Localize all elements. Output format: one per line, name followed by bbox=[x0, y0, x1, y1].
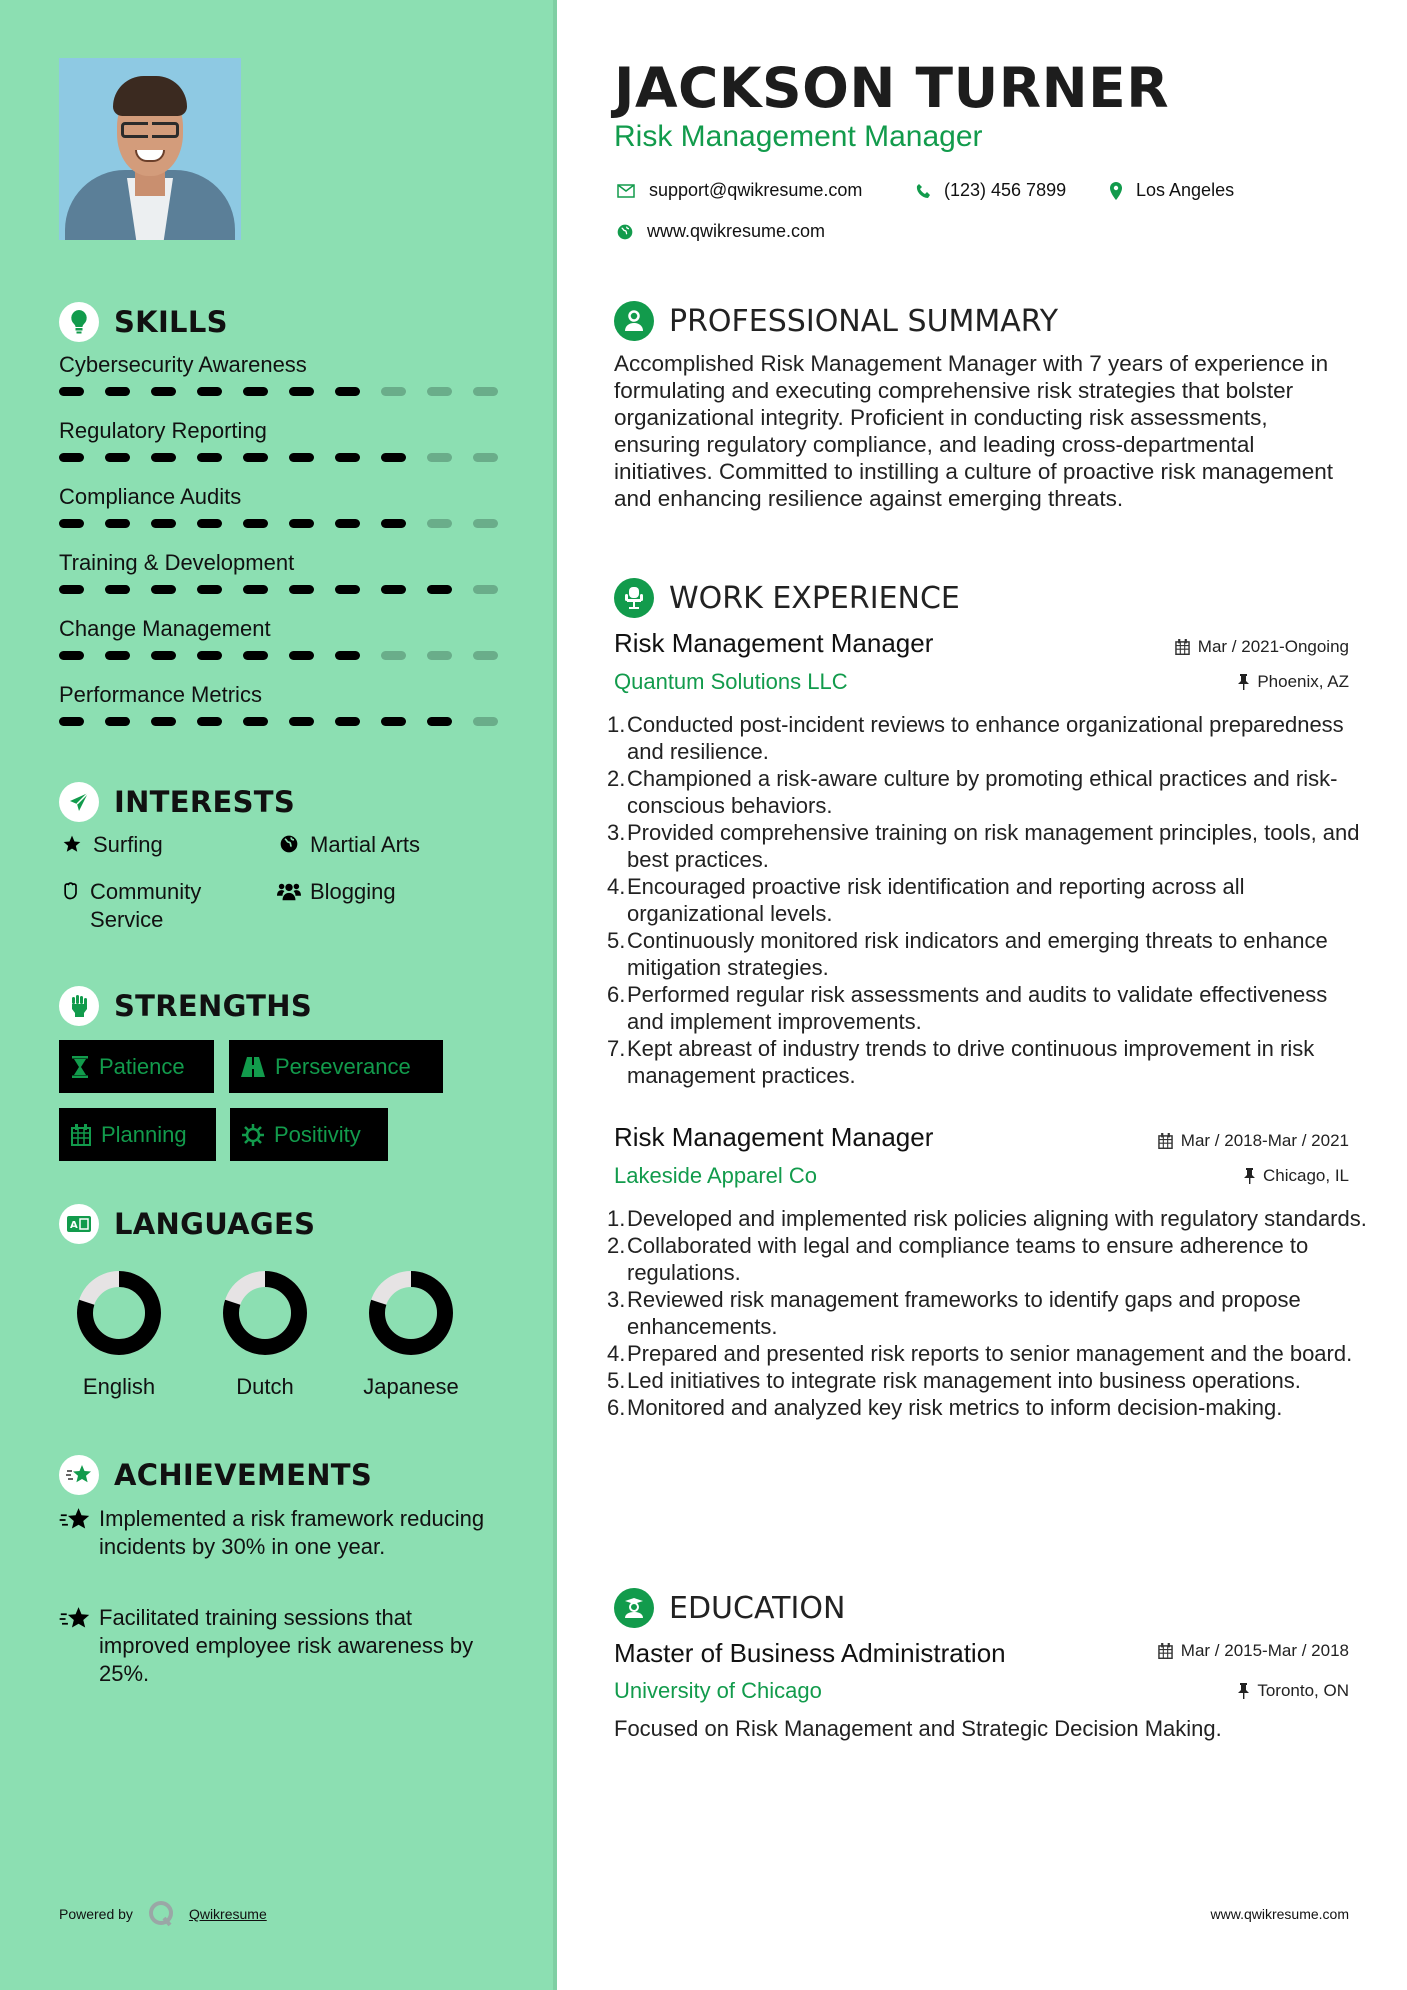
rating-dot-empty bbox=[473, 651, 498, 660]
achievement-text: Implemented a risk framework reducing incidents by 30% in one year. bbox=[99, 1506, 485, 1559]
job-bullet: 6. Monitored and analyzed key risk metrics to inform decision-making. bbox=[607, 1395, 1283, 1420]
powered-by bbox=[59, 1900, 267, 1928]
skill-label: Regulatory Reporting bbox=[59, 418, 267, 443]
contact-website[interactable] bbox=[617, 221, 825, 242]
strength-tag bbox=[229, 1040, 443, 1093]
achievements-heading bbox=[59, 1455, 372, 1495]
interest-label: Martial Arts bbox=[310, 832, 421, 857]
job-location-text: Phoenix, AZ bbox=[1257, 672, 1349, 691]
shooting-star-icon bbox=[59, 1505, 99, 1561]
rating-dot-filled bbox=[151, 453, 176, 462]
rating-dot-filled bbox=[59, 651, 84, 660]
rating-dot-empty bbox=[473, 585, 498, 594]
rating-dot-filled bbox=[381, 585, 406, 594]
skills-heading bbox=[59, 302, 228, 342]
pushpin-icon bbox=[1238, 1683, 1249, 1699]
contact-phone[interactable] bbox=[916, 180, 1066, 201]
skill-rating bbox=[59, 387, 499, 396]
rating-dot-filled bbox=[197, 519, 222, 528]
rating-dot-filled bbox=[59, 717, 84, 726]
job-bullet: 2. Championed a risk-aware culture by promoting ethical practices and risk-conscious behaviors. bbox=[607, 766, 1338, 818]
skill-label: Change Management bbox=[59, 616, 271, 641]
rating-dot-filled bbox=[197, 585, 222, 594]
skill-rating bbox=[59, 453, 499, 462]
rating-dot-filled bbox=[151, 651, 176, 660]
hand-icon bbox=[59, 878, 82, 934]
skill-rating bbox=[59, 519, 499, 528]
job-location bbox=[1238, 672, 1349, 692]
candidate-role: Risk Management Manager bbox=[614, 120, 983, 153]
calendar-icon bbox=[1158, 1133, 1173, 1149]
contact-location bbox=[1110, 180, 1234, 201]
job-company: Quantum Solutions LLC bbox=[614, 669, 848, 694]
rating-dot-filled bbox=[335, 387, 360, 396]
user-icon bbox=[614, 301, 654, 341]
job-bullet: 2. Collaborated with legal and compliance teams to ensure adherence to regulations. bbox=[607, 1233, 1309, 1285]
rating-dot-filled bbox=[289, 585, 314, 594]
job-bullet: 7. Kept abreast of industry trends to drive continuous improvement in risk management practices. bbox=[607, 1036, 1315, 1088]
powered-by-label: Powered by bbox=[59, 1906, 133, 1922]
skill-rating bbox=[59, 651, 499, 660]
strength-label: Perseverance bbox=[275, 1053, 411, 1079]
contact-email[interactable] bbox=[617, 180, 862, 201]
education-heading bbox=[614, 1588, 845, 1628]
education-dates bbox=[1158, 1641, 1349, 1661]
rating-dot-filled bbox=[105, 453, 130, 462]
rating-dot-empty bbox=[381, 387, 406, 396]
qwikresume-link[interactable]: Qwikresume bbox=[188, 1906, 267, 1922]
rating-dot-empty bbox=[427, 453, 452, 462]
language-item bbox=[54, 1270, 184, 1400]
summary-heading bbox=[614, 301, 1058, 341]
calendar-icon bbox=[71, 1124, 91, 1146]
skill-item bbox=[59, 352, 499, 396]
rating-dot-filled bbox=[105, 519, 130, 528]
job-title: Risk Management Manager bbox=[614, 1122, 934, 1152]
rating-dot-filled bbox=[151, 717, 176, 726]
language-donut bbox=[368, 1270, 454, 1356]
hourglass-icon bbox=[71, 1056, 89, 1078]
strength-tag bbox=[59, 1040, 214, 1093]
language-donut bbox=[76, 1270, 162, 1356]
job-bullet: 3. Reviewed risk management frameworks to identify gaps and propose enhancements. bbox=[607, 1287, 1301, 1339]
rating-dot-filled bbox=[243, 651, 268, 660]
rating-dot-filled bbox=[105, 585, 130, 594]
rating-dot-filled bbox=[335, 651, 360, 660]
rating-dot-filled bbox=[151, 585, 176, 594]
rating-dot-filled bbox=[105, 387, 130, 396]
rating-dot-filled bbox=[427, 585, 452, 594]
rating-dot-empty bbox=[473, 717, 498, 726]
pushpin-icon bbox=[1244, 1168, 1255, 1184]
map-pin-icon bbox=[1110, 182, 1122, 200]
rating-dot-filled bbox=[289, 717, 314, 726]
sun-icon bbox=[242, 1124, 264, 1146]
rating-dot-empty bbox=[427, 651, 452, 660]
skill-rating bbox=[59, 585, 499, 594]
avatar bbox=[59, 58, 241, 240]
candidate-name: JACKSON TURNER bbox=[614, 56, 1170, 120]
experience-heading bbox=[614, 578, 960, 618]
school-name: University of Chicago bbox=[614, 1678, 822, 1703]
rating-dot-empty bbox=[381, 651, 406, 660]
interest-label: Surfing bbox=[93, 832, 163, 857]
summary-text: Accomplished Risk Management Manager with 7 years of experience in formulating and executing comprehensive risk strategies that bolster organizational integrity. Proficient in conducting risk assessments, ensuring regulatory compliance, and leading cross-departmental initiatives. Committed to instilling a culture of proactive risk management and enhancing resilience against emerging threats. bbox=[614, 351, 1334, 511]
skill-rating bbox=[59, 717, 499, 726]
achievement-item bbox=[59, 1505, 489, 1561]
job-dates-text: Mar / 2018-Mar / 2021 bbox=[1180, 1131, 1349, 1150]
degree-title: Master of Business Administration bbox=[614, 1638, 1006, 1668]
rating-dot-filled bbox=[59, 519, 84, 528]
language-label: Dutch bbox=[236, 1374, 294, 1399]
job-dates-text: Mar / 2021-Ongoing bbox=[1197, 637, 1349, 656]
language-item bbox=[346, 1270, 476, 1400]
rating-dot-filled bbox=[59, 453, 84, 462]
shooting-star-icon bbox=[59, 1455, 99, 1495]
rating-dot-filled bbox=[243, 453, 268, 462]
skill-item bbox=[59, 484, 499, 528]
rating-dot-filled bbox=[243, 387, 268, 396]
fist-icon bbox=[59, 986, 99, 1026]
strength-label: Patience bbox=[99, 1053, 185, 1079]
strength-label: Positivity bbox=[274, 1121, 361, 1147]
qwikresume-logo-icon bbox=[147, 1900, 175, 1928]
strengths-title: STRENGTHS bbox=[114, 989, 313, 1023]
skill-item bbox=[59, 616, 499, 660]
rating-dot-filled bbox=[335, 585, 360, 594]
calendar-icon bbox=[1175, 639, 1190, 655]
job-bullets bbox=[607, 1205, 1367, 1421]
strengths-heading bbox=[59, 986, 312, 1026]
interest-item bbox=[59, 878, 259, 934]
job-bullet: 4. Prepared and presented risk reports to senior management and the board. bbox=[607, 1341, 1353, 1366]
education-title: EDUCATION bbox=[669, 1590, 846, 1626]
lightbulb-icon bbox=[59, 302, 99, 342]
language-item bbox=[200, 1270, 330, 1400]
skill-item bbox=[59, 550, 499, 594]
location-text: Los Angeles bbox=[1136, 180, 1235, 200]
rating-dot-filled bbox=[105, 717, 130, 726]
job-location-text: Chicago, IL bbox=[1263, 1166, 1349, 1185]
strength-tag bbox=[59, 1108, 216, 1161]
achievements-title: ACHIEVEMENTS bbox=[114, 1458, 373, 1492]
skill-label: Compliance Audits bbox=[59, 484, 242, 509]
education-description: Focused on Risk Management and Strategic Decision Making. bbox=[614, 1716, 1222, 1741]
interest-label: Blogging bbox=[310, 879, 396, 904]
job-bullet: 5. Continuously monitored risk indicators and emerging threats to enhance mitigation strategies. bbox=[607, 928, 1328, 980]
phone-text: (123) 456 7899 bbox=[944, 180, 1067, 200]
job-bullet: 1. Developed and implemented risk policies aligning with regulatory standards. bbox=[607, 1206, 1367, 1231]
rating-dot-filled bbox=[381, 519, 406, 528]
language-label: Japanese bbox=[363, 1374, 459, 1399]
svg-text:A: A bbox=[70, 1220, 78, 1231]
rating-dot-filled bbox=[381, 717, 406, 726]
interest-item bbox=[59, 831, 163, 859]
skills-title: SKILLS bbox=[114, 305, 228, 339]
skill-item bbox=[59, 418, 499, 462]
languages-title: LANGUAGES bbox=[114, 1207, 316, 1241]
chair-icon bbox=[614, 578, 654, 618]
job-title: Risk Management Manager bbox=[614, 628, 934, 658]
job-bullets bbox=[607, 711, 1367, 1089]
job-bullet: 5. Led initiatives to integrate risk management into business operations. bbox=[607, 1368, 1301, 1393]
rating-dot-filled bbox=[427, 717, 452, 726]
rating-dot-filled bbox=[381, 453, 406, 462]
calendar-icon bbox=[1158, 1643, 1173, 1659]
skill-label: Training & Development bbox=[59, 550, 295, 575]
users-icon bbox=[276, 878, 302, 906]
strength-label: Planning bbox=[101, 1121, 187, 1147]
email-text: support@qwikresume.com bbox=[649, 180, 863, 200]
rating-dot-filled bbox=[335, 717, 360, 726]
rating-dot-filled bbox=[289, 651, 314, 660]
language-icon bbox=[59, 1204, 99, 1244]
interest-item bbox=[276, 831, 420, 859]
main-content bbox=[557, 0, 1407, 1990]
globe-icon bbox=[617, 224, 633, 240]
envelope-icon bbox=[617, 184, 635, 198]
achievement-item bbox=[59, 1604, 489, 1688]
rating-dot-empty bbox=[427, 387, 452, 396]
star-icon bbox=[59, 831, 85, 859]
job-dates bbox=[1158, 1131, 1349, 1151]
shooting-star-icon bbox=[59, 1604, 99, 1688]
interests-heading bbox=[59, 782, 295, 822]
rating-dot-filled bbox=[289, 519, 314, 528]
rating-dot-filled bbox=[289, 453, 314, 462]
road-icon bbox=[241, 1057, 265, 1077]
rating-dot-empty bbox=[473, 387, 498, 396]
rating-dot-filled bbox=[197, 387, 222, 396]
rating-dot-empty bbox=[427, 519, 452, 528]
experience-title: WORK EXPERIENCE bbox=[669, 580, 960, 616]
language-donut bbox=[222, 1270, 308, 1356]
phone-icon bbox=[916, 183, 930, 199]
job-location bbox=[1244, 1166, 1349, 1186]
sidebar bbox=[0, 0, 557, 1990]
job-bullet: 1. Conducted post-incident reviews to enhance organizational preparedness and resilience. bbox=[607, 712, 1344, 764]
rating-dot-filled bbox=[243, 717, 268, 726]
rating-dot-filled bbox=[197, 453, 222, 462]
rating-dot-filled bbox=[59, 585, 84, 594]
paper-plane-icon bbox=[59, 782, 99, 822]
rating-dot-empty bbox=[473, 453, 498, 462]
education-location-text: Toronto, ON bbox=[1257, 1681, 1349, 1700]
rating-dot-filled bbox=[243, 585, 268, 594]
education-dates-text: Mar / 2015-Mar / 2018 bbox=[1180, 1641, 1349, 1660]
rating-dot-filled bbox=[335, 453, 360, 462]
job-bullet: 3. Provided comprehensive training on risk management principles, tools, and best practices. bbox=[607, 820, 1360, 872]
achievement-text: Facilitated training sessions that improved employee risk awareness by 25%. bbox=[99, 1605, 474, 1686]
languages-heading bbox=[59, 1204, 315, 1244]
rating-dot-filled bbox=[335, 519, 360, 528]
website-text: www.qwikresume.com bbox=[647, 221, 826, 241]
rating-dot-filled bbox=[151, 519, 176, 528]
job-bullet: 4. Encouraged proactive risk identification and reporting across all organizational levels. bbox=[607, 874, 1245, 926]
skill-label: Cybersecurity Awareness bbox=[59, 352, 307, 377]
rating-dot-filled bbox=[151, 387, 176, 396]
job-dates bbox=[1175, 637, 1349, 657]
skill-item bbox=[59, 682, 499, 726]
rating-dot-filled bbox=[243, 519, 268, 528]
skill-label: Performance Metrics bbox=[59, 682, 262, 707]
pushpin-icon bbox=[1238, 674, 1249, 690]
interest-item bbox=[276, 878, 396, 906]
job-company: Lakeside Apparel Co bbox=[614, 1163, 818, 1188]
education-location bbox=[1238, 1681, 1349, 1701]
graduate-icon bbox=[614, 1588, 654, 1628]
rating-dot-filled bbox=[197, 717, 222, 726]
rating-dot-empty bbox=[473, 519, 498, 528]
rating-dot-filled bbox=[59, 387, 84, 396]
strength-tag bbox=[230, 1108, 388, 1161]
interests-title: INTERESTS bbox=[114, 785, 296, 819]
footer-website-link[interactable]: www.qwikresume.com bbox=[1210, 1906, 1349, 1922]
job-bullet: 6. Performed regular risk assessments and audits to validate effectiveness and implement improvements. bbox=[607, 982, 1328, 1034]
globe-icon bbox=[276, 831, 302, 859]
rating-dot-filled bbox=[197, 651, 222, 660]
summary-title: PROFESSIONAL SUMMARY bbox=[669, 303, 1059, 339]
rating-dot-filled bbox=[105, 651, 130, 660]
language-label: English bbox=[82, 1374, 156, 1399]
rating-dot-filled bbox=[289, 387, 314, 396]
interest-label: Community Service bbox=[90, 879, 202, 932]
